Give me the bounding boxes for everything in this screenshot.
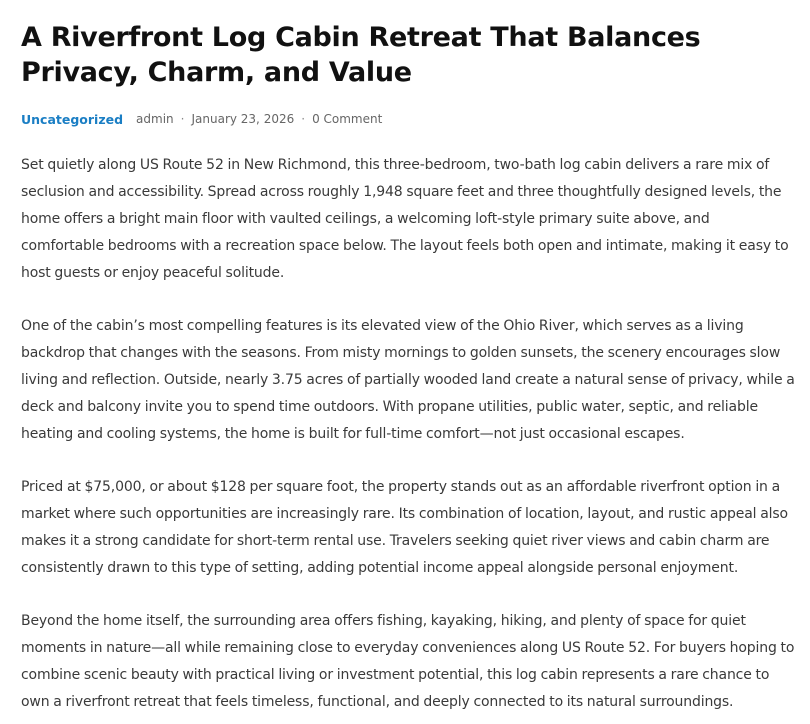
post-meta (21, 109, 790, 129)
post-date[interactable]: January 23, 2026 (191, 112, 295, 126)
meta-separator: · (301, 112, 306, 126)
body-paragraph: One of the cabin’s most compelling features is its elevated view of the Ohio River, which serves as a living backdrop that changes with the seasons. From misty mornings to golden sunsets, the scenery encourages slow living and reflection. Outside, nearly 3.75 acres of partially wooded land create a natural sense of privacy, while a deck and balcony invite you to spend time outdoors. With propane utilities, public water, septic, and reliable heating and cooling systems, the home is built for full-time comfort—not just occasional escapes. (21, 318, 795, 442)
body-paragraph: Priced at $75,000, or about $128 per square foot, the property stands out as an affordable riverfront option in a market where such opportunities are increasingly rare. Its combination of location, layout, and rustic appeal also makes it a strong candidate for short-term rental use. Travelers seeking quiet river views and cabin charm are consistently drawn to this type of setting, adding potential income appeal alongside personal enjoyment. (21, 479, 788, 576)
body-paragraph: Set quietly along US Route 52 in New Richmond, this three-bedroom, two-bath log cabin delivers a rare mix of seclusion and accessibility. Spread across roughly 1,948 square feet and three thoughtfully designed levels, the home offers a bright main floor with vaulted ceilings, a welcoming loft-style primary suite above, and comfortable bedrooms with a recreation space below. The layout feels both open and intimate, making it easy to host guests or enjoy peaceful solitude. (21, 157, 789, 281)
author-name[interactable]: admin (136, 112, 174, 126)
comment-count-link[interactable]: 0 Comment (312, 112, 383, 126)
meta-separator: · (180, 112, 185, 126)
article-body (21, 152, 796, 716)
article-title: A Riverfront Log Cabin Retreat That Balances Privacy, Charm, and Value (21, 22, 701, 88)
body-paragraph: Beyond the home itself, the surrounding area offers fishing, kayaking, hiking, and plenty of space for quiet moments in nature—all while remaining close to everyday conveniences along US Route 52. For buyers hoping to combine scenic beauty with practical living or investment potential, this log cabin represents a rare chance to own a riverfront retreat that feels timeless, functional, and deeply connected to its natural surroundings. (21, 613, 795, 710)
category-link[interactable]: Uncategorized (21, 111, 124, 127)
